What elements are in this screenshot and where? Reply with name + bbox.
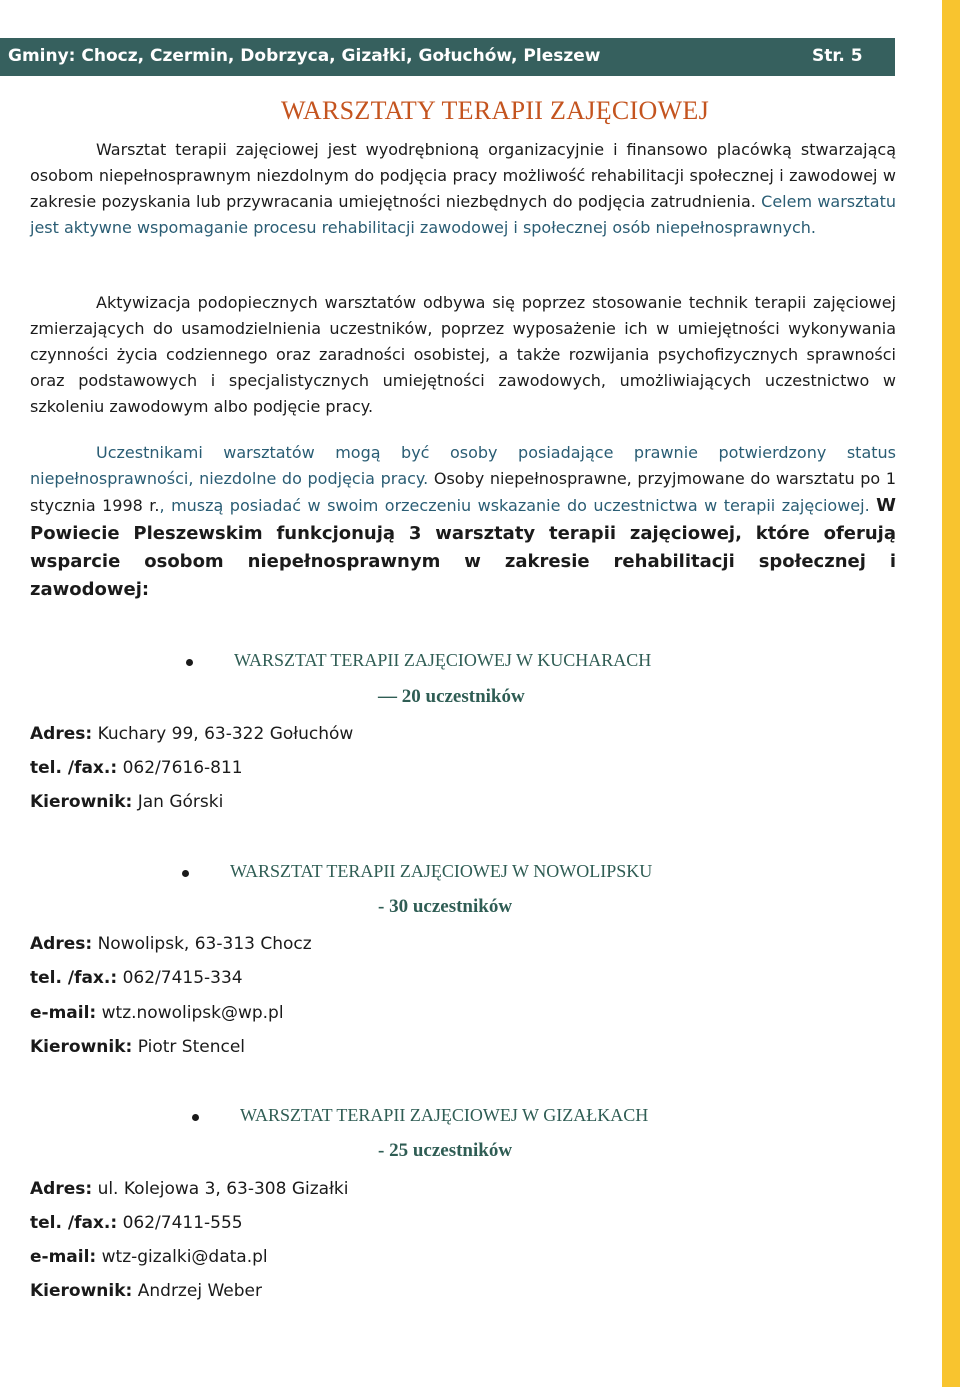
address-label: Adres: [30, 934, 93, 954]
paragraph-text-accent: Celem warsztatu jest aktywne wspomaganie procesu rehabilitacji zawodowej i społecznej osób niepełnosprawnych. [30, 192, 897, 237]
address-value: ul. Kolejowa 3, 63-308 Gizałki [97, 1179, 349, 1199]
page-number: Str. 5 [812, 46, 863, 66]
header-title: Gminy: Chocz, Czermin, Dobrzyca, Gizałki, Gołuchów, Pleszew [8, 46, 601, 66]
email-label: e-mail: [30, 1003, 97, 1023]
paragraph-text-bold: W Powiecie Pleszewskim funkcjonują 3 warsztaty terapii zajęciowej, które oferują wsparcie osobom niepełnosprawnym w zakresie rehabilitacji społecznej i zawodowej: [30, 495, 897, 600]
paragraph-participants [30, 440, 896, 604]
paragraph-intro [30, 137, 896, 241]
phone-label: tel. /fax.: [30, 758, 118, 778]
email-value: wtz-gizalki@data.pl [101, 1247, 268, 1267]
section-title: WARSZTATY TERAPII ZAJĘCIOWEJ [280, 96, 710, 125]
address-label: Adres: [30, 724, 93, 744]
workshop-email [30, 1247, 268, 1267]
workshop-address [30, 934, 312, 954]
workshop-name: WARSZTAT TERAPII ZAJĘCIOWEJ W GIZAŁKACH [240, 1105, 649, 1125]
workshop-address [30, 1179, 348, 1199]
workshop-name: WARSZTAT TERAPII ZAJĘCIOWEJ W KUCHARACH [234, 650, 652, 670]
workshop-participants: - 30 uczestników [378, 896, 513, 917]
paragraph-text: Warsztat terapii zajęciowej jest wyodrębnioną organizacyjnie i finansowo placówką stwarzającą osobom niepełnosprawnym niezdolnym do podjęcia pracy możliwość rehabilitacji społecznej i zawodowej w zakresie pozyskania lub przywracania umiejętności niezbędnych do podjęcia zatrudnienia. [30, 140, 896, 211]
workshop-participants: — 20 uczestników [378, 686, 525, 707]
workshop-address [30, 724, 353, 744]
header-band [0, 38, 895, 76]
workshop-participants: - 25 uczestników [378, 1140, 513, 1161]
workshop-manager [30, 1281, 262, 1301]
phone-value: 062/7415-334 [122, 968, 243, 988]
email-value: wtz.nowolipsk@wp.pl [101, 1003, 284, 1023]
manager-label: Kierownik: [30, 792, 133, 812]
address-label: Adres: [30, 1179, 93, 1199]
workshop-phone [30, 1213, 243, 1233]
bullet-icon [192, 1114, 199, 1121]
phone-value: 062/7616-811 [122, 758, 243, 778]
workshop-manager [30, 792, 223, 812]
paragraph-text-accent: Uczestnikami warsztatów mogą być osoby posiadające prawnie potwierdzony status niepełnosprawności, niezdolne do podjęcia pracy. [30, 443, 896, 488]
manager-value: Jan Górski [137, 792, 224, 812]
bullet-icon [182, 870, 189, 877]
right-margin-strip [895, 38, 942, 1387]
workshop-phone [30, 968, 243, 988]
paragraph-text: Osoby niepełnosprawne, przyjmowane do warsztatu po 1 stycznia 1998 r. [30, 469, 897, 515]
paragraph-activation [30, 290, 896, 420]
workshop-manager [30, 1037, 245, 1057]
workshop-email [30, 1003, 284, 1023]
email-label: e-mail: [30, 1247, 97, 1267]
paragraph-text: Aktywizacja podopiecznych warsztatów odbywa się poprzez stosowanie technik terapii zajęciowej zmierzających do usamodzielnienia uczestników, poprzez wyposażenie ich w umiejętności wykonywania czynności życia codziennego oraz zaradności osobistej, a także rozwijania psychofizycznych sprawności oraz podstawowych i specjalistycznych umiejętności zawodowych, umożliwiających uczestnictwo w szkoleniu zawodowym albo podjęcie pracy. [30, 293, 896, 416]
phone-label: tel. /fax.: [30, 968, 118, 988]
manager-label: Kierownik: [30, 1037, 133, 1057]
manager-label: Kierownik: [30, 1281, 133, 1301]
phone-label: tel. /fax.: [30, 1213, 118, 1233]
address-value: Kuchary 99, 63-322 Gołuchów [97, 724, 354, 744]
manager-value: Piotr Stencel [137, 1037, 246, 1057]
bullet-icon [186, 659, 193, 666]
workshop-name: WARSZTAT TERAPII ZAJĘCIOWEJ W NOWOLIPSKU [230, 861, 653, 881]
phone-value: 062/7411-555 [122, 1213, 243, 1233]
workshop-phone [30, 758, 243, 778]
paragraph-text-accent: , muszą posiadać w swoim orzeczeniu wskazanie do uczestnictwa w terapii zajęciowej. [159, 496, 870, 515]
manager-value: Andrzej Weber [137, 1281, 262, 1301]
address-value: Nowolipsk, 63-313 Chocz [97, 934, 312, 954]
